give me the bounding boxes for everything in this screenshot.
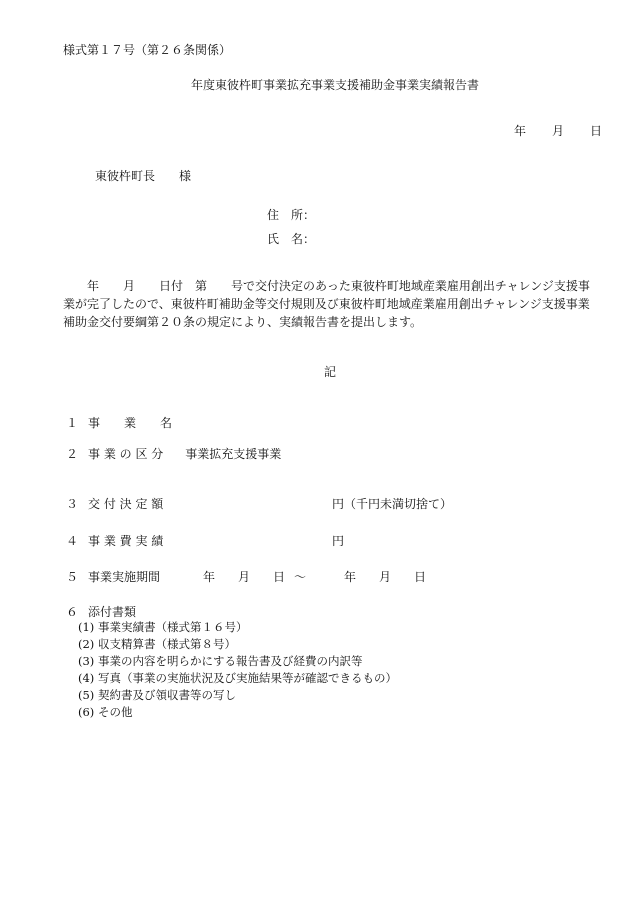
item-number: ４: [66, 534, 79, 548]
item-number: ３: [66, 497, 79, 511]
applicant-address-label: 住 所：: [267, 208, 316, 222]
period-end-day: 日: [414, 570, 427, 584]
addressee-honorific: 様: [179, 169, 192, 183]
item-label: 交 付 決 定 額: [88, 497, 164, 511]
actual-cost-unit: 円: [332, 534, 345, 548]
period-start-year: 年: [203, 570, 216, 584]
attachment-item: (5) 契約書及び領収書等の写し: [78, 688, 236, 702]
attachment-item: (3) 事業の内容を明らかにする報告書及び経費の内訳等: [78, 654, 363, 668]
attachment-item: (2) 収支精算書（様式第８号）: [78, 637, 236, 651]
item-actual-cost: [66, 535, 163, 547]
period-start-month: 月: [238, 570, 251, 584]
period-tilde: ～: [294, 570, 307, 584]
addressee: [95, 170, 191, 182]
ki-heading: 記: [324, 365, 337, 379]
item-grant-amount: [66, 498, 163, 510]
item-attachments: [66, 606, 136, 618]
grant-amount-unit: 円（千円未満切捨て）: [332, 497, 453, 511]
date-day: 日: [590, 124, 603, 138]
item-label: 事 業 の 区 分: [88, 447, 164, 461]
submission-date: [514, 125, 602, 137]
item-value: 事業拡充支援事業: [185, 447, 282, 461]
attachment-item: (6) その他: [78, 705, 133, 719]
item-business-category: [66, 448, 281, 460]
item-number: ５: [66, 570, 79, 584]
date-year: 年: [514, 124, 527, 138]
item-label: 事 業 費 実 績: [88, 534, 164, 548]
attachment-item: (4) 写真（事業の実施状況及び実施結果等が確認できるもの）: [78, 671, 397, 685]
item-number: １: [66, 416, 79, 430]
item-period: [66, 571, 160, 583]
date-month: 月: [552, 124, 565, 138]
item-business-name: [66, 417, 172, 429]
body-paragraph: [63, 277, 598, 331]
item-label: 事業実施期間: [88, 570, 161, 584]
body-text: 年 月 日付 第 号で交付決定のあった東彼杵町地域産業雇用創出チャレンジ支援事業が完了したので、東彼杵町補助金等交付規則及び東彼杵町地域産業雇用創出チャレンジ支援事業補助金交付要綱第２０条の規定により、実績報告書を提出します。: [63, 279, 590, 329]
item-number: ２: [66, 447, 79, 461]
item-number: ６: [66, 605, 79, 619]
document-title: 年度東彼杵町事業拡充事業支援補助金事業実績報告書: [191, 78, 480, 92]
period-start-day: 日: [273, 570, 286, 584]
period-end-month: 月: [379, 570, 392, 584]
period-end-year: 年: [344, 570, 357, 584]
attachment-item: (1) 事業実績書（様式第１６号）: [78, 620, 248, 634]
addressee-name: 東彼杵町長: [95, 169, 156, 183]
item-label: 添付書類: [88, 605, 137, 619]
item-label: 事 業 名: [88, 416, 173, 430]
form-number: 様式第１７号（第２６条関係）: [63, 43, 232, 57]
applicant-name-label: 氏 名：: [267, 232, 316, 246]
